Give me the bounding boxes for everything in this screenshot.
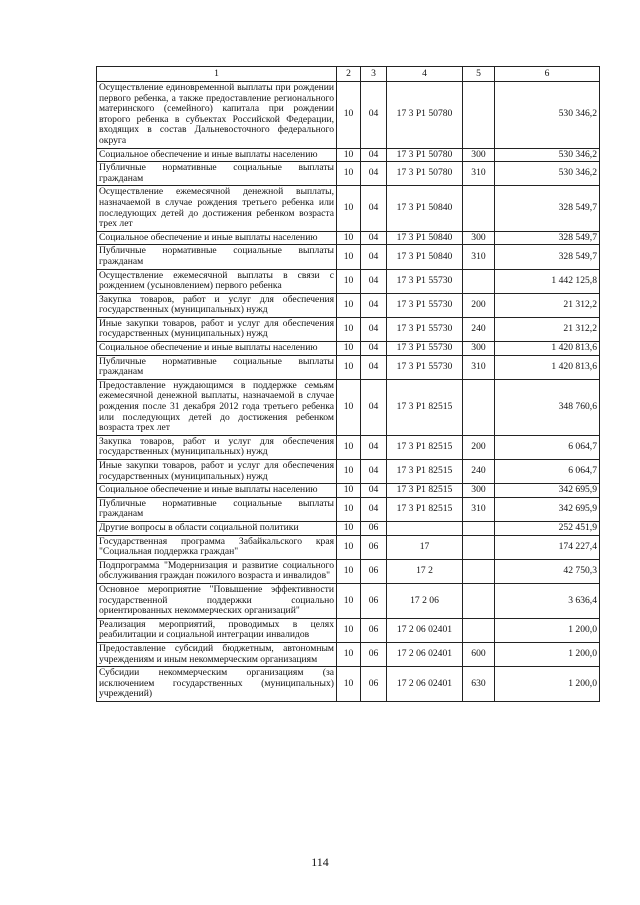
amount-cell: 21 312,2: [495, 317, 600, 341]
table-row: [97, 342, 600, 356]
table-row: [97, 460, 600, 484]
expense-name-cell: Осуществление ежемесячной денежной выплаты, назначаемой в случае рождения третьего ребенка или последующих детей до достижения ребенком возраста трех лет: [97, 186, 337, 231]
expense-type-cell: 310: [463, 245, 495, 269]
expense-name-cell: Социальное обеспечение и иные выплаты населению: [97, 342, 337, 356]
target-article-cell: 17 3 P1 82515: [387, 497, 463, 521]
target-article-cell: 17 3 P1 50840: [387, 231, 463, 245]
subsection-code-cell: 04: [361, 435, 387, 459]
expense-type-cell: [463, 269, 495, 293]
page-number: 114: [311, 855, 329, 869]
section-code-cell: 10: [337, 484, 361, 498]
expense-type-cell: 310: [463, 355, 495, 379]
section-code-cell: 10: [337, 618, 361, 642]
section-code-cell: 10: [337, 82, 361, 149]
amount-cell: 530 346,2: [495, 162, 600, 186]
expense-name-cell: Осуществление ежемесячной выплаты в связи с рождением (усыновлением) первого ребенка: [97, 269, 337, 293]
expense-type-cell: [463, 583, 495, 618]
amount-cell: 342 695,9: [495, 497, 600, 521]
table-header-row: [97, 67, 600, 82]
table-row: [97, 559, 600, 583]
subsection-code-cell: 04: [361, 231, 387, 245]
expense-type-cell: 200: [463, 435, 495, 459]
table-row: [97, 317, 600, 341]
expense-type-cell: [463, 618, 495, 642]
amount-cell: 348 760,6: [495, 379, 600, 435]
section-code-cell: 10: [337, 667, 361, 702]
header-cell: 4: [387, 67, 463, 82]
target-article-cell: 17 3 P1 50780: [387, 82, 463, 149]
expense-name-cell: Социальное обеспечение и иные выплаты населению: [97, 231, 337, 245]
expense-name-cell: Государственная программа Забайкальского края "Социальная поддержка граждан": [97, 535, 337, 559]
section-code-cell: 10: [337, 148, 361, 162]
subsection-code-cell: 04: [361, 460, 387, 484]
target-article-cell: 17 3 P1 55730: [387, 269, 463, 293]
table-body: [97, 67, 600, 702]
amount-cell: 21 312,2: [495, 293, 600, 317]
amount-cell: 328 549,7: [495, 186, 600, 231]
section-code-cell: 10: [337, 559, 361, 583]
expense-type-cell: 200: [463, 293, 495, 317]
amount-cell: 6 064,7: [495, 460, 600, 484]
expense-name-cell: Публичные нормативные социальные выплаты гражданам: [97, 355, 337, 379]
expense-name-cell: Другие вопросы в области социальной политики: [97, 521, 337, 535]
section-code-cell: 10: [337, 231, 361, 245]
table-row: [97, 186, 600, 231]
target-article-cell: 17 2 06 02401: [387, 618, 463, 642]
table-row: [97, 82, 600, 149]
target-article-cell: 17 3 P1 55730: [387, 342, 463, 356]
amount-cell: 530 346,2: [495, 148, 600, 162]
subsection-code-cell: 06: [361, 667, 387, 702]
target-article-cell: 17 2 06 02401: [387, 642, 463, 666]
expense-type-cell: 600: [463, 642, 495, 666]
section-code-cell: 10: [337, 379, 361, 435]
target-article-cell: 17 3 P1 82515: [387, 379, 463, 435]
table-row: [97, 293, 600, 317]
expense-type-cell: 240: [463, 317, 495, 341]
expense-name-cell: Иные закупки товаров, работ и услуг для обеспечения государственных (муниципальных) нужд: [97, 317, 337, 341]
section-code-cell: 10: [337, 245, 361, 269]
section-code-cell: 10: [337, 293, 361, 317]
subsection-code-cell: 06: [361, 535, 387, 559]
table-row: [97, 583, 600, 618]
target-article-cell: 17 3 P1 55730: [387, 355, 463, 379]
expense-name-cell: Субсидии некоммерческим организациям (за исключением государственных (муниципальных) учреждений): [97, 667, 337, 702]
expense-name-cell: Закупка товаров, работ и услуг для обеспечения государственных (муниципальных) нужд: [97, 293, 337, 317]
expense-name-cell: Основное мероприятие "Повышение эффективности государственной поддержки социально ориентированных некоммерческих организаций": [97, 583, 337, 618]
amount-cell: 174 227,4: [495, 535, 600, 559]
table-row: [97, 355, 600, 379]
subsection-code-cell: 06: [361, 642, 387, 666]
target-article-cell: 17 3 P1 55730: [387, 293, 463, 317]
expense-name-cell: Публичные нормативные социальные выплаты гражданам: [97, 245, 337, 269]
section-code-cell: 10: [337, 317, 361, 341]
subsection-code-cell: 04: [361, 317, 387, 341]
amount-cell: 42 750,3: [495, 559, 600, 583]
section-code-cell: 10: [337, 355, 361, 379]
section-code-cell: 10: [337, 521, 361, 535]
subsection-code-cell: 04: [361, 355, 387, 379]
amount-cell: 328 549,7: [495, 245, 600, 269]
section-code-cell: 10: [337, 342, 361, 356]
expense-type-cell: 310: [463, 162, 495, 186]
expense-type-cell: [463, 559, 495, 583]
table-row: [97, 148, 600, 162]
subsection-code-cell: 06: [361, 559, 387, 583]
table-row: [97, 162, 600, 186]
table-row: [97, 642, 600, 666]
subsection-code-cell: 04: [361, 162, 387, 186]
amount-cell: 1 200,0: [495, 642, 600, 666]
amount-cell: 1 442 125,8: [495, 269, 600, 293]
amount-cell: 3 636,4: [495, 583, 600, 618]
table-row: [97, 535, 600, 559]
table-row: [97, 379, 600, 435]
expense-type-cell: [463, 379, 495, 435]
table-row: [97, 521, 600, 535]
header-cell: 1: [97, 67, 337, 82]
subsection-code-cell: 04: [361, 293, 387, 317]
section-code-cell: 10: [337, 186, 361, 231]
amount-cell: 1 420 813,6: [495, 355, 600, 379]
expense-type-cell: 300: [463, 484, 495, 498]
expense-type-cell: 630: [463, 667, 495, 702]
table-row: [97, 618, 600, 642]
expense-name-cell: Иные закупки товаров, работ и услуг для обеспечения государственных (муниципальных) нужд: [97, 460, 337, 484]
table-row: [97, 497, 600, 521]
section-code-cell: 10: [337, 642, 361, 666]
target-article-cell: 17 3 P1 50840: [387, 186, 463, 231]
target-article-cell: 17 3 P1 55730: [387, 317, 463, 341]
header-cell: 5: [463, 67, 495, 82]
target-article-cell: 17 2 06: [387, 583, 463, 618]
expense-name-cell: Предоставление нуждающимся в поддержке семьям ежемесячной денежной выплаты, назначаемой в случае рождения после 31 декабря 2012 года третьего ребенка или последующих детей до достижения ребенком возраста трех лет: [97, 379, 337, 435]
subsection-code-cell: 06: [361, 618, 387, 642]
section-code-cell: 10: [337, 583, 361, 618]
expense-name-cell: Предоставление субсидий бюджетным, автономным учреждениям и иным некоммерческим организациям: [97, 642, 337, 666]
amount-cell: 1 200,0: [495, 667, 600, 702]
target-article-cell: 17 3 P1 82515: [387, 484, 463, 498]
subsection-code-cell: 04: [361, 186, 387, 231]
amount-cell: 6 064,7: [495, 435, 600, 459]
table-row: [97, 435, 600, 459]
amount-cell: 1 200,0: [495, 618, 600, 642]
expense-name-cell: Осуществление единовременной выплаты при рождении первого ребенка, а также предоставление регионального материнского (семейного) капитала при рождении второго ребенка в субъектах Российской Федерации, входящих в состав Дальневосточного федерального округа: [97, 82, 337, 149]
table-row: [97, 484, 600, 498]
target-article-cell: 17 3 P1 50780: [387, 148, 463, 162]
table-row: [97, 269, 600, 293]
expense-type-cell: 300: [463, 342, 495, 356]
target-article-cell: 17 2 06 02401: [387, 667, 463, 702]
expense-type-cell: [463, 535, 495, 559]
expense-type-cell: 300: [463, 231, 495, 245]
expense-name-cell: Подпрограмма "Модернизация и развитие социального обслуживания граждан пожилого возраста и инвалидов": [97, 559, 337, 583]
subsection-code-cell: 04: [361, 484, 387, 498]
amount-cell: 342 695,9: [495, 484, 600, 498]
subsection-code-cell: 04: [361, 245, 387, 269]
table-row: [97, 667, 600, 702]
expense-type-cell: 310: [463, 497, 495, 521]
target-article-cell: 17 2: [387, 559, 463, 583]
subsection-code-cell: 06: [361, 521, 387, 535]
expense-name-cell: Реализация мероприятий, проводимых в целях реабилитации и социальной интеграции инвалидов: [97, 618, 337, 642]
expense-name-cell: Социальное обеспечение и иные выплаты населению: [97, 484, 337, 498]
expense-type-cell: 240: [463, 460, 495, 484]
expense-type-cell: [463, 186, 495, 231]
amount-cell: 328 549,7: [495, 231, 600, 245]
amount-cell: 530 346,2: [495, 82, 600, 149]
header-cell: 2: [337, 67, 361, 82]
expense-type-cell: [463, 521, 495, 535]
amount-cell: 252 451,9: [495, 521, 600, 535]
target-article-cell: 17 3 P1 82515: [387, 460, 463, 484]
budget-table: [96, 66, 600, 702]
subsection-code-cell: 04: [361, 497, 387, 521]
header-cell: 6: [495, 67, 600, 82]
section-code-cell: 10: [337, 535, 361, 559]
section-code-cell: 10: [337, 497, 361, 521]
section-code-cell: 10: [337, 162, 361, 186]
subsection-code-cell: 04: [361, 269, 387, 293]
subsection-code-cell: 06: [361, 583, 387, 618]
target-article-cell: 17: [387, 535, 463, 559]
subsection-code-cell: 04: [361, 82, 387, 149]
amount-cell: 1 420 813,6: [495, 342, 600, 356]
target-article-cell: 17 3 P1 50840: [387, 245, 463, 269]
expense-name-cell: Закупка товаров, работ и услуг для обеспечения государственных (муниципальных) нужд: [97, 435, 337, 459]
expense-type-cell: [463, 82, 495, 149]
table-row: [97, 245, 600, 269]
expense-type-cell: 300: [463, 148, 495, 162]
target-article-cell: 17 3 P1 82515: [387, 435, 463, 459]
expense-name-cell: Социальное обеспечение и иные выплаты населению: [97, 148, 337, 162]
section-code-cell: 10: [337, 435, 361, 459]
section-code-cell: 10: [337, 269, 361, 293]
target-article-cell: 17 3 P1 50780: [387, 162, 463, 186]
section-code-cell: 10: [337, 460, 361, 484]
expense-name-cell: Публичные нормативные социальные выплаты гражданам: [97, 162, 337, 186]
subsection-code-cell: 04: [361, 379, 387, 435]
target-article-cell: [387, 521, 463, 535]
table-row: [97, 231, 600, 245]
subsection-code-cell: 04: [361, 148, 387, 162]
expense-name-cell: Публичные нормативные социальные выплаты гражданам: [97, 497, 337, 521]
subsection-code-cell: 04: [361, 342, 387, 356]
header-cell: 3: [361, 67, 387, 82]
